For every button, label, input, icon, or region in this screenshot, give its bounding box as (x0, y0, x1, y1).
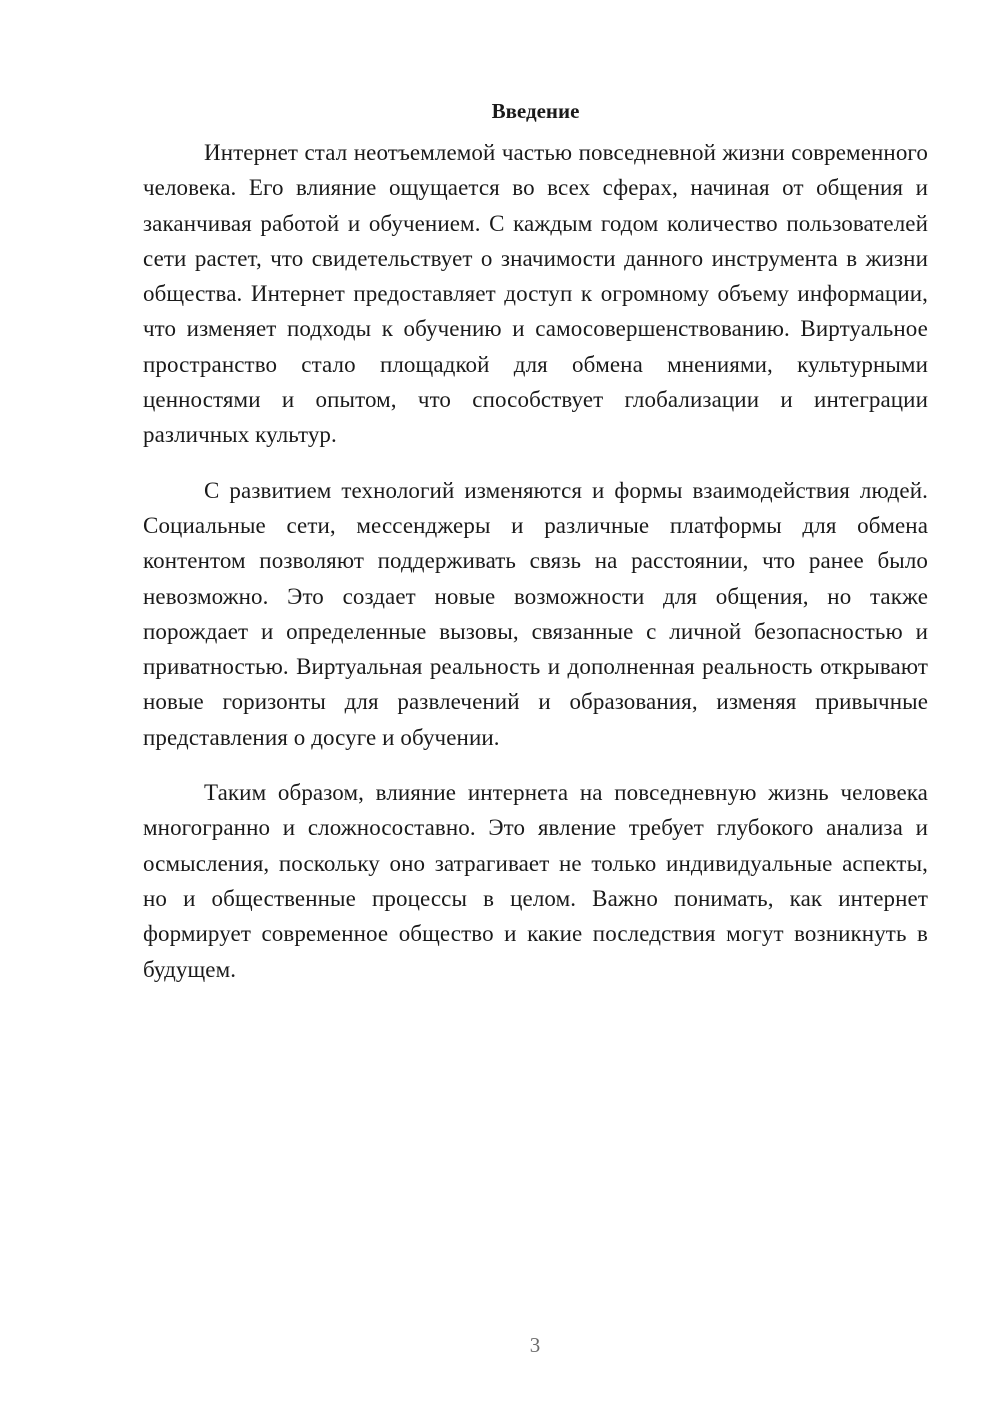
section-title: Введение (491, 99, 580, 123)
page-number: 3 (529, 1333, 541, 1357)
paragraph-2: С развитием технологий изменяются и формы взаимодействия людей. Социальные сети, мессенджеры и различные платформы для обмена контентом позволяют поддерживать связь на расстоянии, что ранее было невозможно. Это создает новые возможности для общения, но также порождает и определенные вызовы, связанные с личной безопасностью и приватностью. Виртуальная реальность и дополненная реальность открывают новые горизонты для развлечений и образования, изменяя привычные представления о досуге и обучении. (143, 477, 928, 750)
paragraph-1: Интернет стал неотъемлемой частью повседневной жизни современного человека. Его влияние ощущается во всех сферах, начиная от общения и заканчивая работой и обучением. С каждым годом количество пользователей сети растет, что свидетельствует о значимости данного инструмента в жизни общества. Интернет предоставляет доступ к огромному объему информации, что изменяет подходы к обучению и самосовершенствованию. Виртуальное пространство стало площадкой для обмена мнениями, культурными ценностями и опытом, что способствует глобализации и интеграции различных культур. (143, 140, 928, 448)
page-body (143, 96, 928, 1007)
paragraph-3: Таким образом, влияние интернета на повседневную жизнь человека многогранно и сложносоставно. Это явление требует глубокого анализа и осмысления, поскольку оно затрагивает не только индивидуальные аспекты, но и общественные процессы в целом. Важно понимать, как интернет формирует современное общество и какие последствия могут возникнуть в будущем. (143, 780, 928, 982)
